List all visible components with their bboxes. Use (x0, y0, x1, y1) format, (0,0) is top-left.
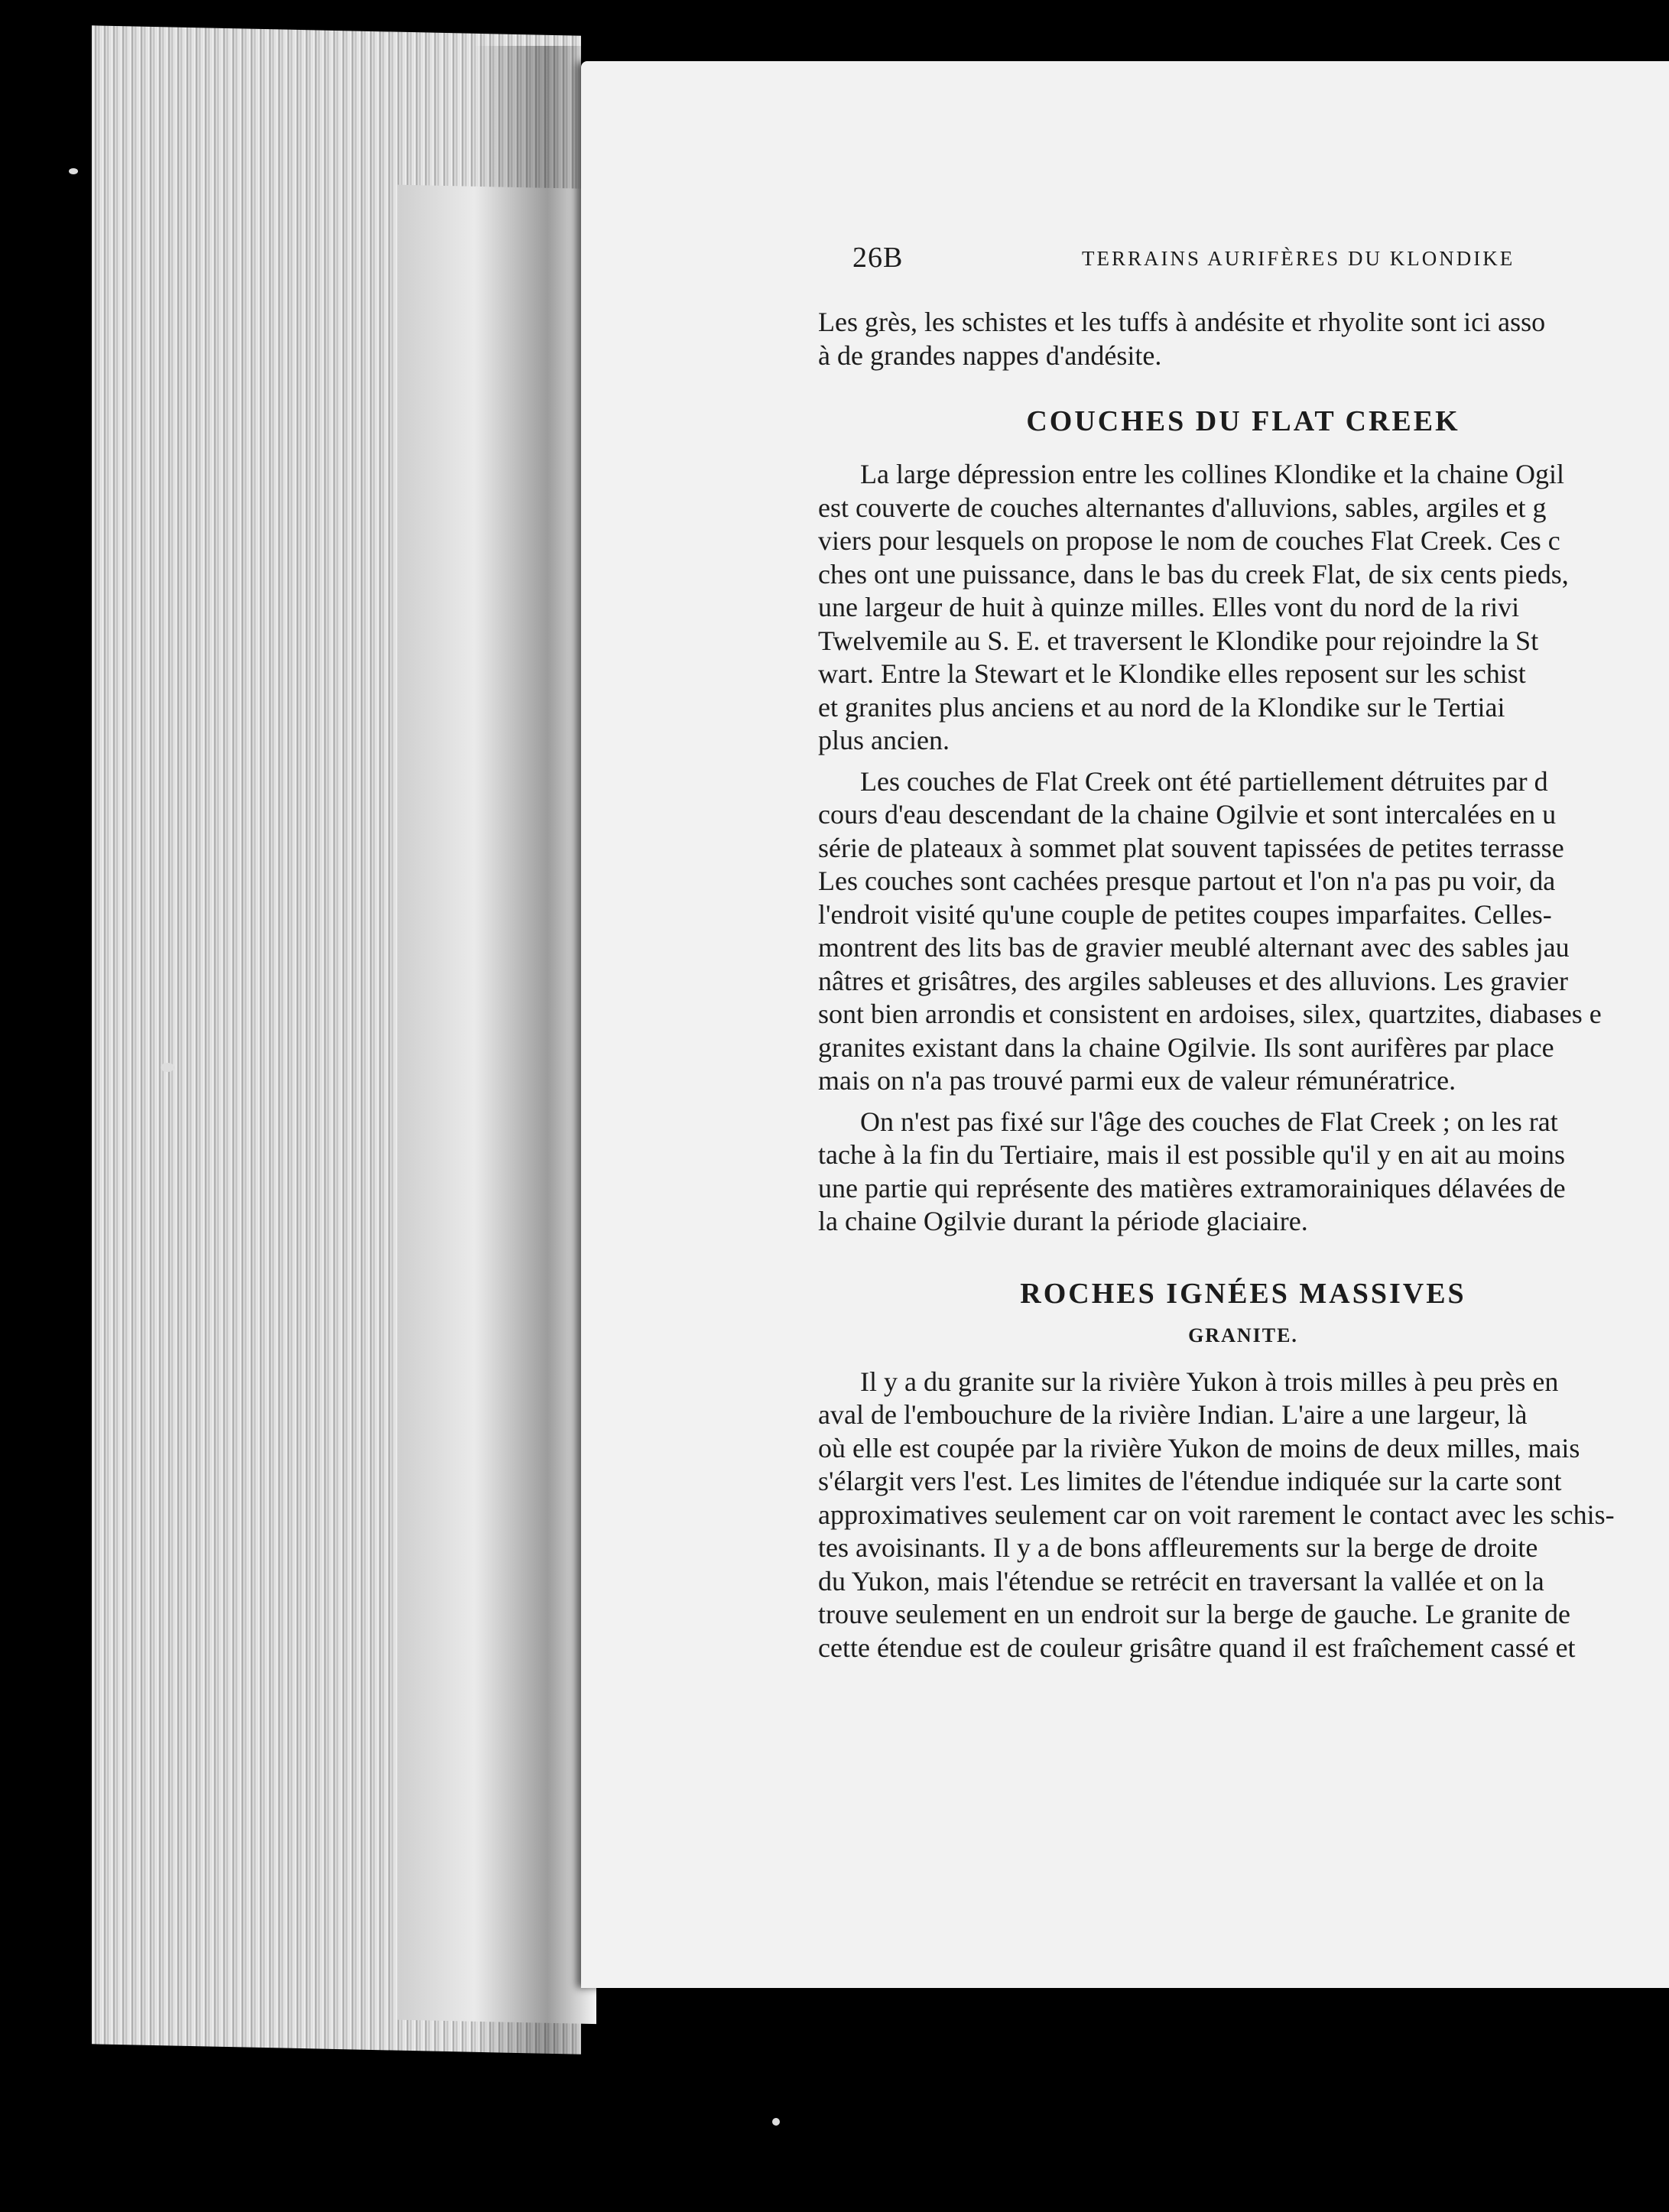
binding-shadow (474, 46, 596, 2072)
scan-speck (772, 2118, 780, 2126)
scan-speck (69, 168, 78, 174)
text-line: wart. Entre la Stewart et le Klondike elles reposent sur les schist (818, 658, 1526, 689)
paragraph-flat-creek-2 (818, 765, 1668, 1098)
paragraph-flat-creek-3 (818, 1106, 1668, 1239)
text-line: tache à la fin du Tertiaire, mais il est possible qu'il y en ait au moins (818, 1139, 1566, 1170)
text-line: approximatives seulement car on voit rarement le contact avec les schis- (818, 1499, 1615, 1530)
text-line: La large dépression entre les collines Klondike et la chaine Ogil (860, 459, 1565, 489)
paragraph-granite-1 (818, 1366, 1668, 1665)
book-page (581, 61, 1669, 1988)
text-line: une largeur de huit à quinze milles. Elles vont du nord de la rivi (818, 592, 1520, 622)
text-line: la chaine Ogilvie durant la période glaciaire. (818, 1206, 1308, 1236)
text-line: montrent des lits bas de gravier meublé alternant avec des sables jau (818, 932, 1570, 963)
scan-speck (161, 1063, 174, 1072)
text-line: où elle est coupée par la rivière Yukon de moins de deux milles, mais (818, 1432, 1580, 1463)
text-line: viers pour lesquels on propose le nom de couches Flat Creek. Ces c (818, 525, 1560, 556)
text-line: Les couches de Flat Creek ont été partiellement détruites par d (860, 765, 1548, 797)
intro-line: à de grandes nappes d'andésite. (818, 339, 1162, 371)
text-line: plus ancien. (818, 725, 950, 755)
text-line: cours d'eau descendant de la chaine Ogilvie et sont intercalées en u (818, 799, 1557, 830)
text-line: nâtres et grisâtres, des argiles sableuses et des alluvions. Les gravier (818, 965, 1569, 996)
text-line: Il y a du granite sur la rivière Yukon à trois milles à peu près en (860, 1366, 1559, 1397)
text-line: On n'est pas fixé sur l'âge des couches de Flat Creek ; on les rat (860, 1106, 1558, 1137)
running-head (852, 241, 1663, 279)
text-line: une partie qui représente des matières extramorainiques délavées de (818, 1172, 1566, 1203)
section-heading-roches: ROCHES IGNÉES MASSIVES (1020, 1277, 1466, 1310)
text-line: aval de l'embouchure de la rivière Indian. L'aire a une largeur, là (818, 1399, 1528, 1430)
text-line: est couverte de couches alternantes d'alluvions, sables, argiles et g (818, 492, 1547, 523)
running-title: TERRAINS AURIFÈRES DU KLONDIKE (1082, 247, 1515, 270)
text-line: et granites plus anciens et au nord de la Klondike sur le Tertiai (818, 691, 1505, 723)
text-line: tes avoisinants. Il y a de bons affleurements sur la berge de droite (818, 1532, 1538, 1563)
page-number: 26B (852, 242, 904, 274)
text-line: sont bien arrondis et consistent en ardoises, silex, quartzites, diabases e (818, 999, 1602, 1029)
subheading-granite: GRANITE. (1188, 1324, 1298, 1346)
text-line: ches ont une puissance, dans le bas du creek Flat, de six cents pieds, (818, 558, 1569, 590)
text-line: l'endroit visité qu'une couple de petites coupes imparfaites. Celles- (818, 898, 1552, 930)
text-line: Les couches sont cachées presque partout et l'on n'a pas pu voir, da (818, 866, 1556, 896)
text-line: Twelvemile au S. E. et traversent le Klondike pour rejoindre la St (818, 625, 1539, 656)
text-line: cette étendue est de couleur grisâtre quand il est fraîchement cassé et (818, 1632, 1576, 1663)
text-line: mais on n'a pas trouvé parmi eux de valeur rémunératrice. (818, 1065, 1456, 1096)
text-line: série de plateaux à sommet plat souvent tapissées de petites terrasse (818, 832, 1564, 863)
text-line: du Yukon, mais l'étendue se retrécit en traversant la vallée et on la (818, 1565, 1544, 1596)
text-line: granites existant dans la chaine Ogilvie. Ils sont aurifères par place (818, 1031, 1554, 1063)
text-line: s'élargit vers l'est. Les limites de l'étendue indiquée sur la carte sont (818, 1466, 1562, 1496)
paragraph-flat-creek-1 (818, 458, 1668, 758)
intro-line: Les grès, les schistes et les tuffs à andésite et rhyolite sont ici asso (818, 307, 1546, 337)
section-heading-flat-creek: COUCHES DU FLAT CREEK (1026, 405, 1460, 437)
text-line: trouve seulement en un endroit sur la berge de gauche. Le granite de (818, 1599, 1570, 1629)
body-text (818, 306, 1668, 1835)
